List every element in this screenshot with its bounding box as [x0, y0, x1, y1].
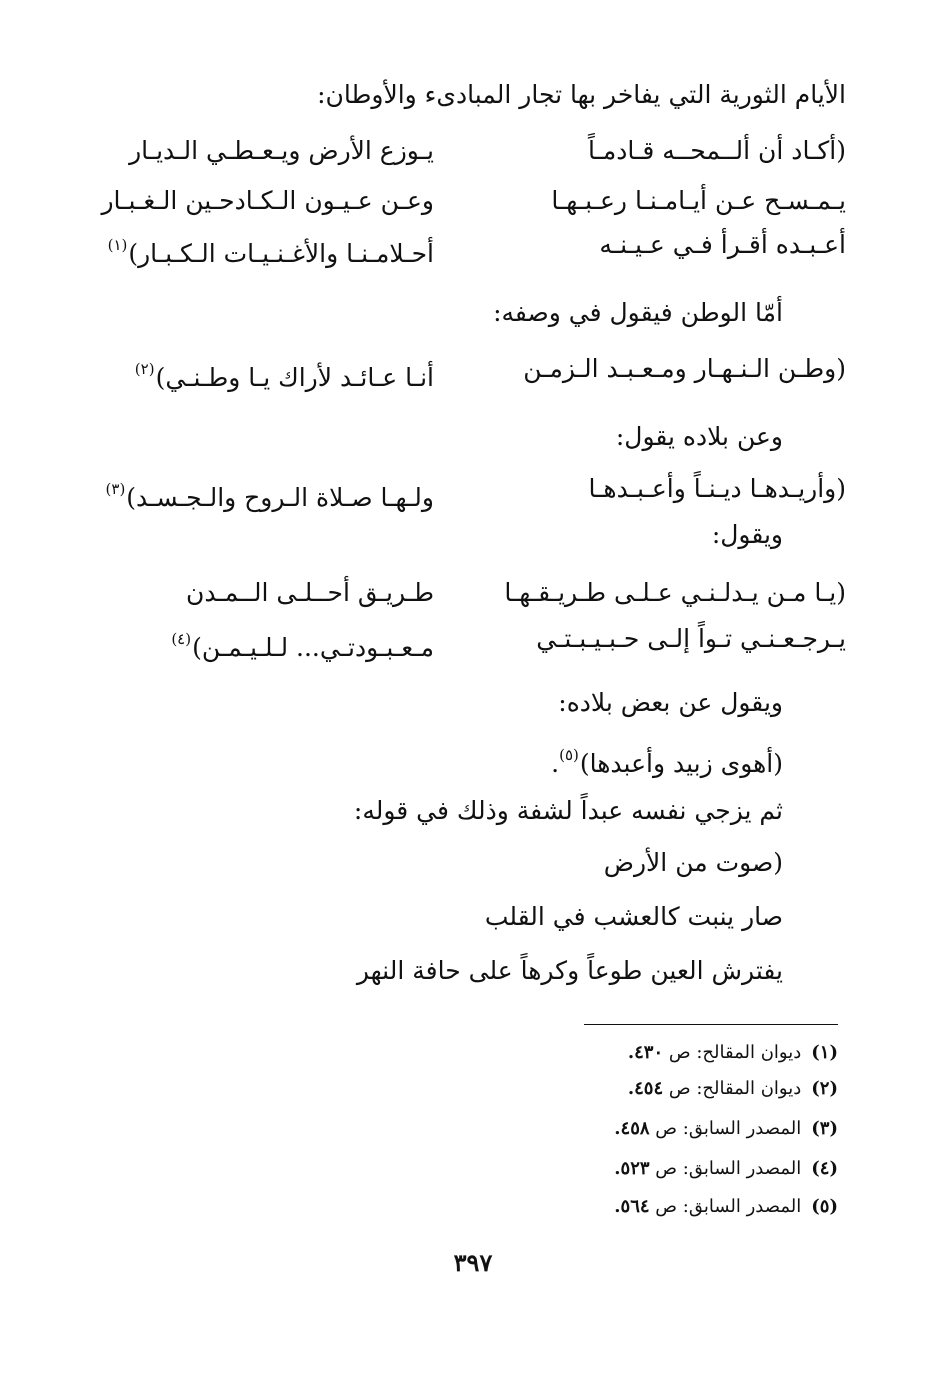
footnote-separator: [584, 1024, 838, 1025]
verse-hemistich-right: يـرجـعـنـي تـواً إلـى حـبـيـبـتـي: [536, 624, 846, 653]
footnote: [614, 1156, 838, 1182]
footnote-number: (٢): [811, 1078, 838, 1099]
verse-hemistich-right: يـمـسـح عـن أيـامـنـا رعـبـهـا: [551, 186, 846, 215]
footnote-text: المصدر السابق: ص: [655, 1196, 802, 1217]
free-verse-line: يفترش العين طوعاً وكرهاً على حافة النهر: [356, 956, 783, 985]
free-verse-line: صار ينبت كالعشب في القلب: [484, 902, 783, 931]
then-line: ثم يزجي نفسه عبداً لشفة وذلك في قوله:: [353, 796, 783, 825]
verse-text: أحـلامـنـا والأغـنـيـات الـكـبـار): [128, 239, 434, 268]
verse-text: مـعـبـودتـي... لـلـيـمـن): [192, 633, 434, 662]
verse-hemistich-right: أعـبـده أقـرأ فـي عـيـنـه: [599, 230, 846, 259]
verse-hemistich-left: [135, 352, 434, 395]
footnote-marker: (٢): [134, 360, 155, 378]
page-number: ٣٩٧: [453, 1248, 493, 1277]
footnote-number: (٤): [811, 1158, 838, 1179]
footnote: [628, 1040, 838, 1066]
footnote-number: (٣): [811, 1118, 838, 1139]
verse-hemistich-right: (يـا مـن يـدلـنـي عـلـى طـريـقـهـا: [504, 578, 846, 607]
homeland-intro: أمّا الوطن فيقول في وصفه:: [493, 298, 783, 327]
verse-hemistich-left: [171, 622, 434, 665]
verse-hemistich-left: طـريـق أحــلـى الــمـدن: [186, 578, 434, 607]
footnote-text: المصدر السابق: ص: [655, 1118, 802, 1139]
footnote-marker: (٣): [105, 480, 126, 498]
period: .: [551, 749, 560, 778]
verse-text: أنـا عـائـد لأراك يـا وطـنـي): [155, 363, 434, 392]
verse-hemistich-left: وعـن عـيـون الـكـادحـين الـغـبـار: [101, 186, 434, 215]
footnote: [614, 1194, 838, 1220]
footnote-marker: (٤): [171, 630, 192, 648]
footnote-page: ٤٣٠.: [627, 1042, 664, 1063]
verse-hemistich-right: (أكـاد أن ألــمحــه قـادمـاً: [587, 136, 846, 165]
footnote-page: ٥٦٤.: [614, 1196, 650, 1217]
footnote-page: ٤٥٨.: [614, 1118, 650, 1139]
verse-text: (أهوى زبيد وأعبدها): [579, 749, 783, 778]
footnote: [628, 1076, 838, 1102]
intro-line: الأيام الثورية التي يفاخر بها تجار المبادىء والأوطان:: [317, 80, 846, 109]
footnote-text: المصدر السابق: ص: [655, 1158, 802, 1179]
zabid-line: [551, 738, 783, 781]
footnote-marker: (٥): [559, 746, 579, 764]
verse-hemistich-left: يـوزع الأرض ويـعـطـي الـديـار: [129, 136, 434, 165]
footnote: [614, 1116, 838, 1142]
footnote-page: ٥٢٣.: [614, 1158, 650, 1179]
country-intro: وعن بلاده يقول:: [615, 422, 783, 451]
footnote-number: (٥): [811, 1196, 838, 1217]
verse-hemistich-right: (وأريـدهـا ديـنـاً وأعـبـدهـا: [588, 474, 846, 503]
verse-hemistich-right: (وطـن الـنـهـار ومـعـبـد الـزمـن: [523, 354, 846, 383]
verse-hemistich-left: [108, 228, 434, 271]
footnote-text: ديوان المقالح: ص: [668, 1078, 802, 1099]
footnote-marker: (١): [107, 236, 128, 254]
verse-hemistich-left: [106, 472, 434, 515]
footnote-page: ٤٥٤.: [627, 1078, 664, 1099]
footnote-number: (١): [811, 1042, 838, 1063]
footnote-text: ديوان المقالح: ص: [668, 1042, 802, 1063]
free-verse-line: (صوت من الأرض: [603, 848, 783, 877]
says-line: ويقول:: [711, 520, 783, 549]
verse-text: ولـهـا صـلاة الـروح والـجـسـد): [126, 483, 434, 512]
some-country-intro: ويقول عن بعض بلاده:: [558, 688, 783, 717]
